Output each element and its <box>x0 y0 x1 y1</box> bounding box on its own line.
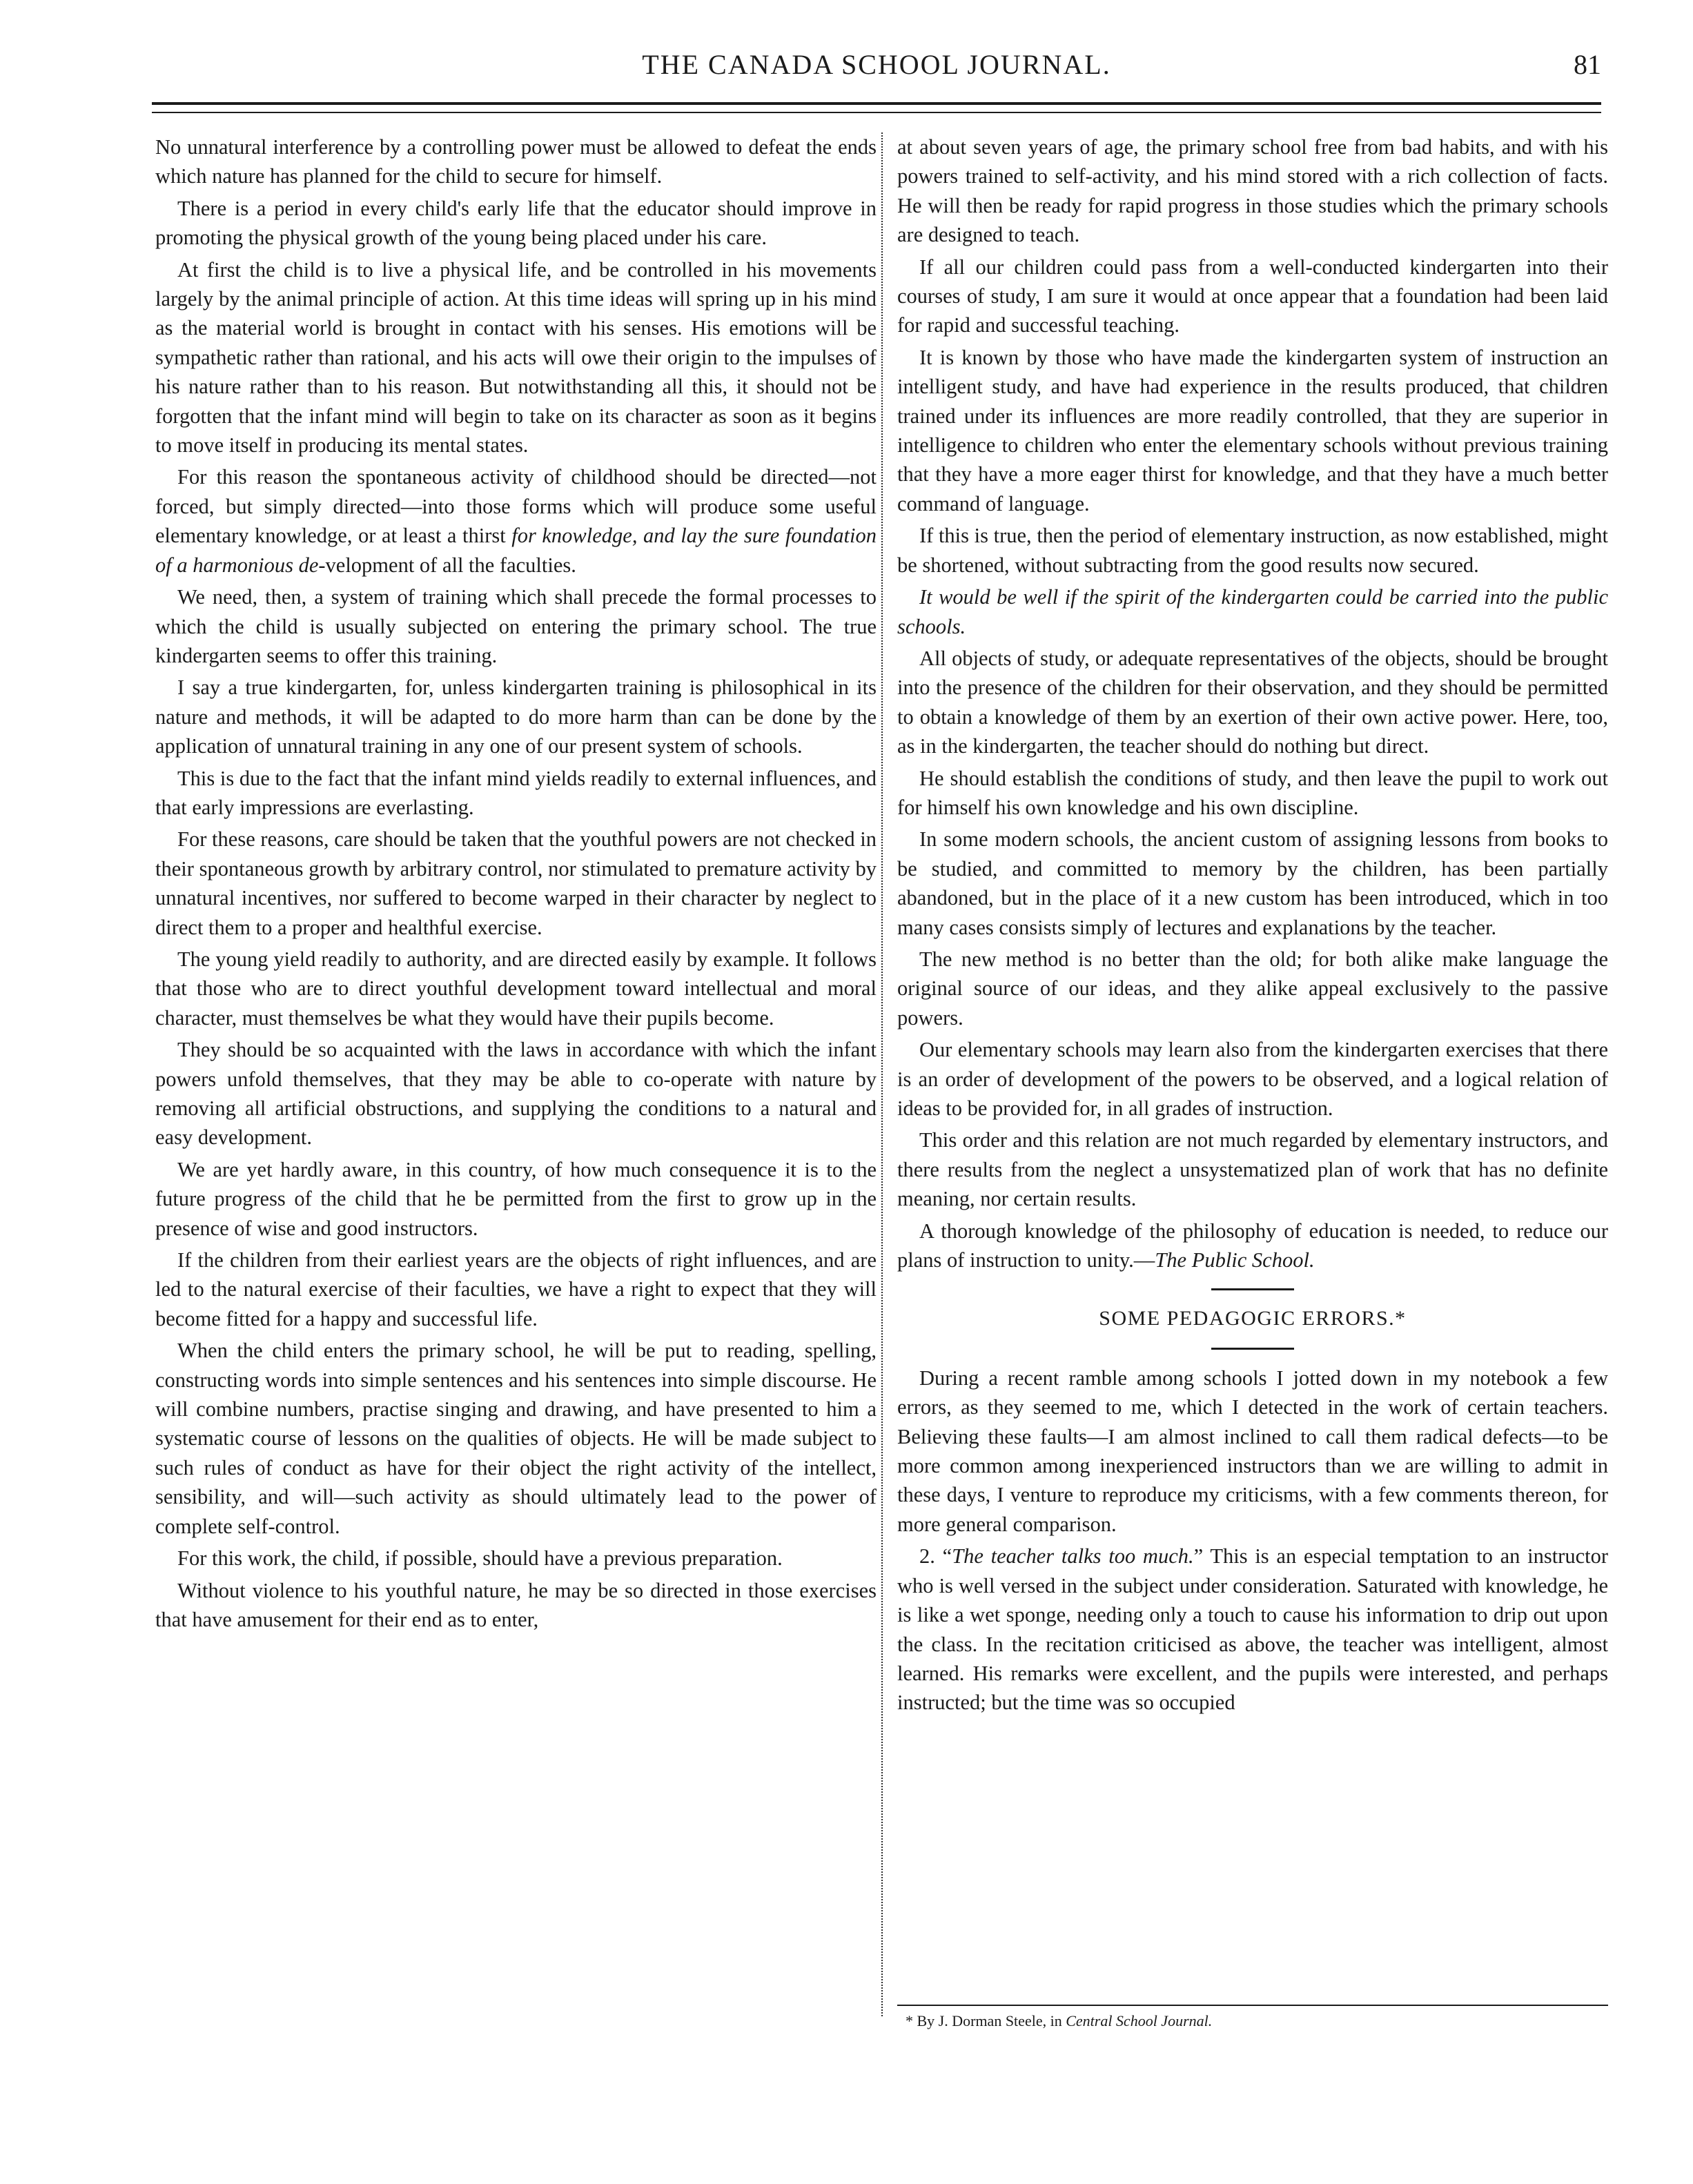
paragraph: If all our children could pass from a well-conducted kindergarten into their courses of study, I am sure it would at once appear that a foundation had been laid for rapid and successful teaching. <box>897 255 1608 337</box>
paragraph-text: For this reason the spontaneous activity of childhood should be directed—not forced, but simply directed—into those forms which will produce some useful elementary knowledge, or at least a thirst <box>155 465 877 548</box>
page-header <box>152 41 1601 97</box>
footnote <box>906 2012 1212 2030</box>
section-heading: SOME PEDAGOGIC ERRORS.* <box>1099 1307 1407 1330</box>
paragraph: If this is true, then the period of elementary instruction, as now established, might be shortened, without subtracting from the good results now secured. <box>897 524 1608 577</box>
paragraph: For this work, the child, if possible, should have a previous preparation. <box>177 1546 783 1571</box>
paragraph: Our elementary schools may learn also from the kindergarten exercises that there is an order of development of the powers to be observed, and a logical relation of ideas to be provided for, in all grades of instruction. <box>897 1038 1608 1120</box>
paragraph: Without violence to his youthful nature, he may be so directed in those exercises that have amusement for their end as to enter, <box>155 1578 877 1631</box>
paragraph: This order and this relation are not much regarded by elementary instructors, and there results from the neglect a unsystematized plan of work that has no definite meaning, nor certain results. <box>897 1128 1608 1211</box>
paragraph: at about seven years of age, the primary school free from bad habits, and with his powers trained to self-activity, and his mind stored with a rich collection of facts. He will then be ready for rapid progress in those studies which the primary schools are designed to teach. <box>897 135 1608 247</box>
numbered-paragraph <box>897 1542 1608 1717</box>
italic-paragraph <box>897 582 1608 641</box>
source-credit: The Public School. <box>1155 1248 1315 1272</box>
numbered-lead: 2. “ <box>919 1544 952 1568</box>
footnote-source: Central School Journal. <box>1066 2012 1213 2029</box>
page-number: 81 <box>1574 49 1601 80</box>
section-rule-bottom <box>1211 1348 1294 1350</box>
paragraph: They should be so acquainted with the laws in accordance with which the infant powers unfold themselves, that they may be able to co-operate with nature by removing all artificial obstructions, and supplying the conditions to a natural and easy development. <box>155 1038 877 1150</box>
footnote-rule <box>897 2005 1608 2006</box>
journal-title: THE CANADA SCHOOL JOURNAL. <box>642 49 1111 80</box>
paragraph-text: ” This is an especial temptation to an instructor who is well versed in the subject under consideration. Saturated with knowledge, he is like a wet sponge, needing only a touch to cause his information to drip out upon the class. In the recitation criticised as above, the teacher was intelligent, almost learned. His remarks were excellent, and the pupils were interested, and perhaps instructed; but the time was so occupied <box>897 1544 1608 1715</box>
paragraph-text: velopment of all the faculties. <box>325 553 576 577</box>
numbered-quote: The teacher talks too much. <box>952 1544 1194 1568</box>
section-rule-top <box>1211 1288 1294 1290</box>
paragraph: At first the child is to live a physical life, and be controlled in his movements largely by the animal principle of action. At this time ideas will spring up in his mind as the material world is brought in contact with his senses. His emotions will be sympathetic rather than rational, and his acts will owe their origin to the impulses of his nature rather than to his reason. But notwithstanding all this, it should not be forgotten that the infant mind will begin to take on its character as soon as it begins to move itself in producing its mental states. <box>155 257 877 458</box>
paragraph: It is known by those who have made the kindergarten system of instruction an intelligent study, and have had experience in the results produced, that children trained under its influences are more readily controlled, that they are superior in intelligence to children who enter the elementary schools without previous training that they have a more eager thirst for knowledge, and that they have a much better command of language. <box>897 345 1608 515</box>
header-rule <box>152 102 1601 113</box>
paragraph: We are yet hardly aware, in this country, of how much consequence it is to the future progress of the child that he be permitted from the first to grow up in the presence of wise and good instructors. <box>155 1157 877 1240</box>
paragraph: No unnatural interference by a controlling power must be allowed to defeat the ends which nature has planned for the child to secure for himself. <box>155 135 877 188</box>
paragraph: In some modern schools, the ancient custom of assigning lessons from books to be studied, and committed to memory by the children, has been partially abandoned, but in the place of it a new custom has been introduced, which in too many cases consists simply of lectures and explanations by the teacher. <box>897 827 1608 939</box>
paragraph: If the children from their earliest years are the objects of right influences, and are led to the natural exercise of their faculties, we have a right to expect that they will become fitted for a happy and successful life. <box>155 1248 877 1330</box>
paragraph-with-italic <box>155 462 877 580</box>
right-column <box>897 132 1608 1720</box>
paragraph: For these reasons, care should be taken that the youthful powers are not checked in their spontaneous growth by arbitrary control, nor stimulated to premature activity by unnatural incentives, nor suffered to become warped in their character by neglect to direct them to a proper and healthful exercise. <box>155 827 877 939</box>
paragraph: This is due to the fact that the infant mind yields readily to external influences, and that early impressions are everlasting. <box>155 766 877 819</box>
paragraph-text: A thorough knowledge of the philosophy of education is needed, to reduce our plans of instruction to unity.— <box>897 1219 1608 1272</box>
italic-text: It would be well if the spirit of the kindergarten could be carried into the public schools. <box>897 585 1608 638</box>
closing-paragraph <box>897 1217 1608 1275</box>
paragraph: During a recent ramble among schools I jotted down in my notebook a few errors, as they seemed to me, which I detected in the work of certain teachers. Believing these faults—I am almost inclined to call them radical defects—to be more common among inexperienced instructors than we are willing to admit in these days, I venture to reproduce my criticisms, with a few comments thereon, for more general comparison. <box>897 1366 1608 1536</box>
paragraph: All objects of study, or adequate representatives of the objects, should be brought into the presence of the children for their observation, and they should be permitted to obtain a knowledge of them by an exertion of their own active power. Here, too, as in the kindergarten, the teacher should do nothing but direct. <box>897 646 1608 758</box>
paragraph: I say a true kindergarten, for, unless kindergarten training is philosophical in its nature and methods, it will be adapted to do more harm than can be done by the application of unnatural training in any one of our present system of schools. <box>155 676 877 758</box>
italic-text: for knowledge, and lay the sure foundation of a harmonious de- <box>155 524 877 577</box>
paragraph: When the child enters the primary school, he will be put to reading, spelling, constructing words into simple sentences and his sentences into simple discourse. He will combine numbers, practise singing and drawing, and have presented to him a systematic course of lessons on the qualities of objects. He will be made subject to such rules of conduct as have for their object the right activity of the intellect, sensibility, and will—such activity as should ultimately lead to the power of complete self-control. <box>155 1339 877 1538</box>
paragraph: The young yield readily to authority, and are directed easily by example. It follows that those who are to direct youthful development toward intellectual and moral character, must themselves be what they would have their pupils become. <box>155 947 877 1030</box>
paragraph: The new method is no better than the old; for both alike make language the original source of our ideas, and they alike appeal exclusively to the passive powers. <box>897 947 1608 1030</box>
paragraph: He should establish the conditions of study, and then leave the pupil to work out for himself his own knowledge and his own discipline. <box>897 766 1608 819</box>
paragraph: There is a period in every child's early life that the educator should improve in promoting the physical growth of the young being placed under his care. <box>155 196 877 250</box>
column-divider <box>881 132 883 2016</box>
left-column <box>155 132 877 1637</box>
footnote-prefix: * By J. Dorman Steele, in <box>906 2012 1066 2029</box>
paragraph: We need, then, a system of training which shall precede the formal processes to which the child is usually subjected on entering the primary school. The true kindergarten seems to offer this training. <box>155 585 877 667</box>
